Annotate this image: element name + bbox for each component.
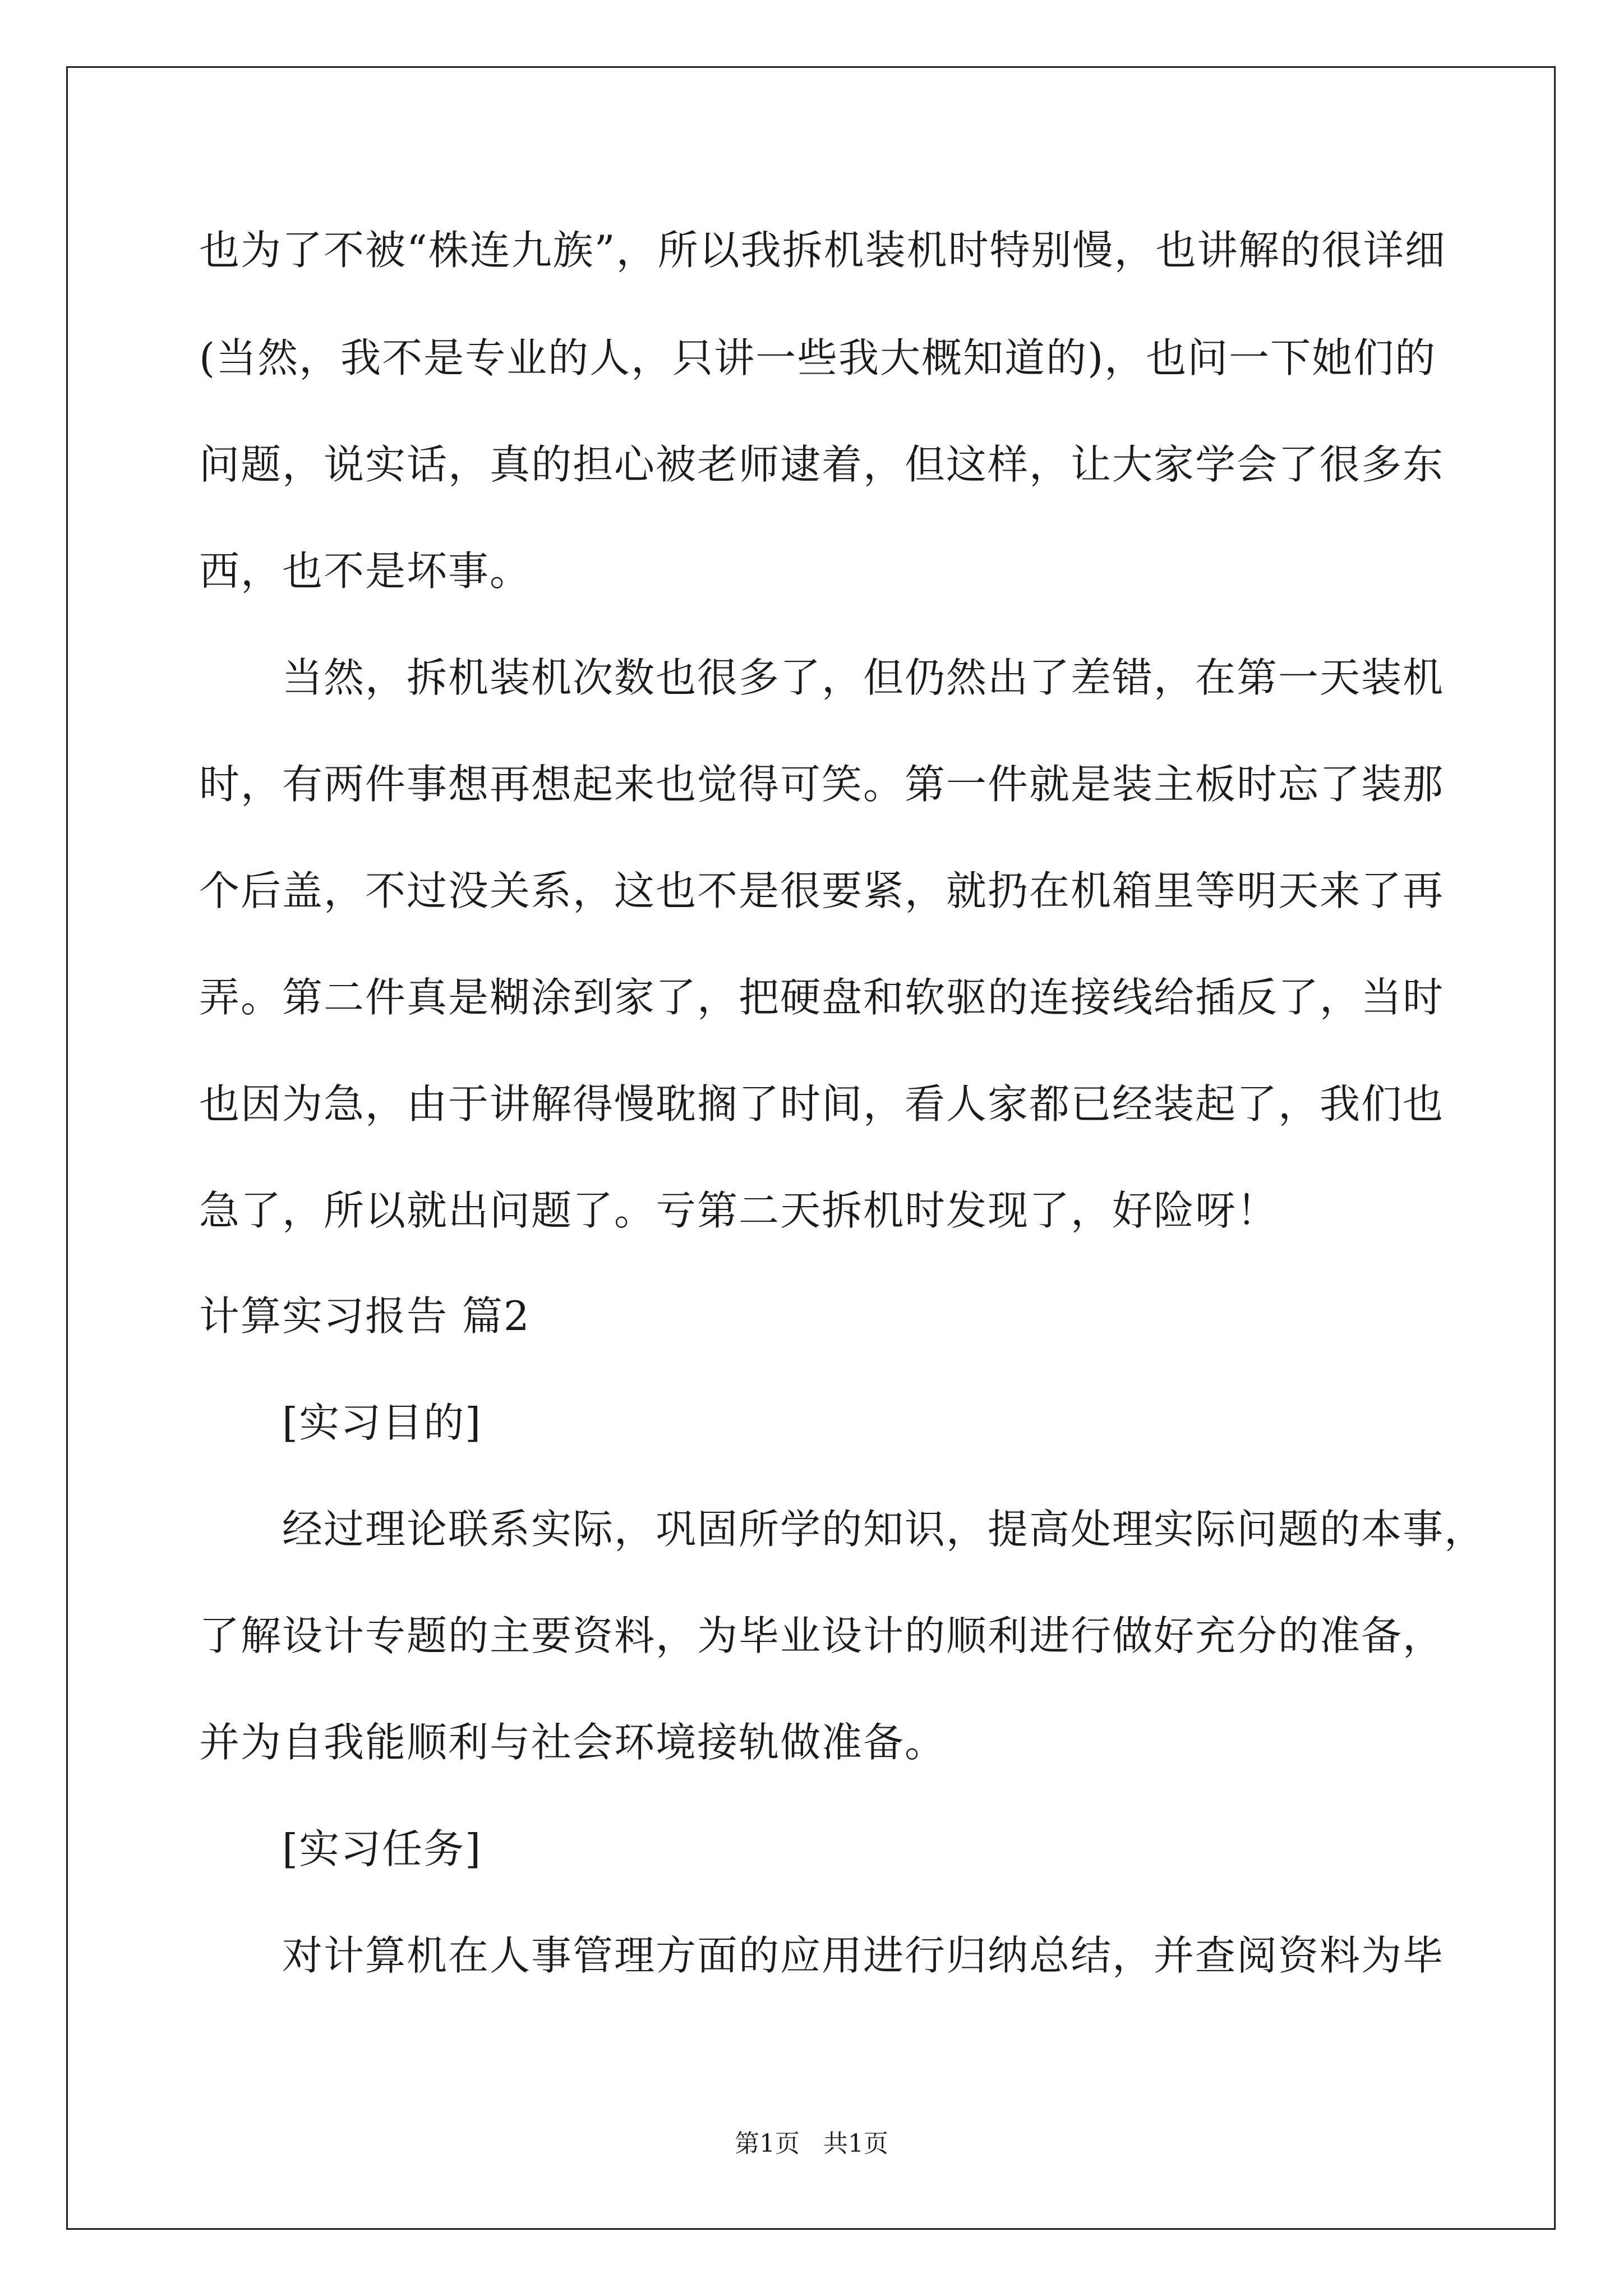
body-text-line: 弄。第二件真是糊涂到家了，把硬盘和软驱的连接线给插反了，当时 [199, 974, 1445, 1021]
section-heading: 计算实习报告 篇2 [199, 1292, 531, 1340]
subheading-tasks: [实习任务] [282, 1825, 482, 1872]
page-border [66, 66, 1556, 2230]
body-text-line: 西，也不是坏事。 [199, 547, 532, 595]
body-text-line: 也因为急，由于讲解得慢耽搁了时间，看人家都已经装起了，我们也 [199, 1080, 1445, 1128]
body-text-line: 个后盖，不过没关系，这也不是很要紧，就扔在机箱里等明天来了再 [199, 867, 1445, 914]
body-text-line: 也为了不被“株连九族”，所以我拆机装机时特别慢，也讲解的很详细 [199, 227, 1446, 274]
page-footer: 第1页 共1页 [735, 2129, 888, 2158]
body-text-line: 急了，所以就出问题了。亏第二天拆机时发现了，好险呀！ [199, 1187, 1279, 1234]
paragraph-first-line: 当然，拆机装机次数也很多了，但仍然出了差错，在第一天装机 [282, 654, 1445, 701]
paragraph-first-line: 经过理论联系实际，巩固所学的知识，提高处理实际问题的本事， [282, 1506, 1486, 1553]
subheading-purpose: [实习目的] [282, 1399, 482, 1446]
body-text-line: 并为自我能顺利与社会环境接轨做准备。 [199, 1719, 947, 1766]
body-text-line: 了解设计专题的主要资料，为毕业设计的顺利进行做好充分的准备， [199, 1612, 1445, 1659]
body-text-line: 问题，说实话，真的担心被老师逮着，但这样，让大家学会了很多东 [199, 441, 1445, 488]
body-text-line: (当然，我不是专业的人，只讲一些我大概知道的)，也问一下她们的 [199, 334, 1437, 381]
paragraph-first-line: 对计算机在人事管理方面的应用进行归纳总结，并查阅资料为毕 [282, 1932, 1445, 1979]
body-text-line: 时，有两件事想再想起来也觉得可笑。第一件就是装主板时忘了装那 [199, 761, 1445, 808]
